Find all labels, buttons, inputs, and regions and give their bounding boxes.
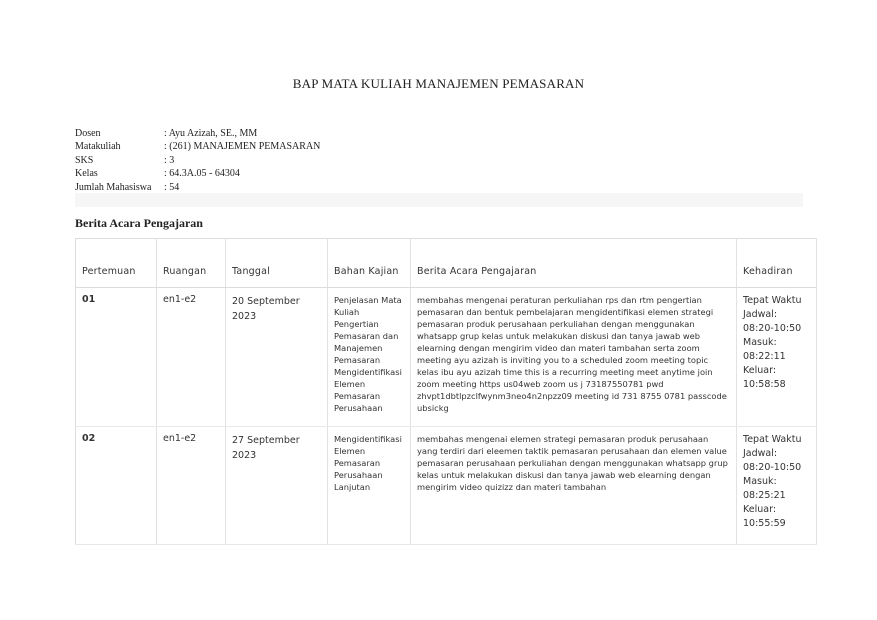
info-row-kelas <box>75 167 320 180</box>
info-value: : 64.3A.05 - 64304 <box>164 168 240 180</box>
masuk-label: Masuk: <box>743 476 777 487</box>
cell-ruangan: en1-e2 <box>157 427 226 545</box>
cell-kehadiran <box>737 288 817 427</box>
section-title: Berita Acara Pengajaran <box>75 216 203 230</box>
attendance-status: Tepat Waktu <box>743 434 802 445</box>
masuk-value: 08:22:11 <box>743 351 786 362</box>
divider-band <box>75 193 803 207</box>
info-value: : 3 <box>164 154 175 166</box>
keluar-label: Keluar: <box>743 365 777 376</box>
info-label: Matakuliah <box>75 141 121 153</box>
info-value: : Ayu Azizah, SE., MM <box>164 128 258 139</box>
cell-ruangan: en1-e2 <box>157 288 226 427</box>
header-tanggal: Tanggal <box>226 239 328 288</box>
keluar-value: 10:58:58 <box>743 379 786 390</box>
jadwal-label: Jadwal: <box>743 309 778 320</box>
attendance-status: Tepat Waktu <box>743 295 802 306</box>
cell-pertemuan: 01 <box>76 288 157 427</box>
header-bahan-kajian: Bahan Kajian <box>328 239 411 288</box>
cell-kehadiran <box>737 427 817 545</box>
jadwal-value: 08:20-10:50 <box>743 323 802 334</box>
cell-bahan-kajian: Mengidentifikasi Elemen Pemasaran Perusahaan Lanjutan <box>328 427 411 545</box>
header-berita-acara: Berita Acara Pengajaran <box>411 239 737 288</box>
jadwal-label: Jadwal: <box>743 448 778 459</box>
info-value: : (261) MANAJEMEN PEMASARAN <box>164 141 321 153</box>
header-ruangan: Ruangan <box>157 239 226 288</box>
info-row-matakuliah <box>75 140 320 153</box>
cell-berita-acara: membahas mengenai peraturan perkuliahan rps dan rtm pengertian pemasaran dan bentuk pembelajaran mengidentifikasi elemen strategi pemasaran produk perusahaan perkuliahan dengan menggunakan whatsapp grup kelas untuk melakukan diskusi dan tanya jawab web elearning dengan mengirim video dan materi tambahan serta zoom meeting ayu azizah is inviting you to a scheduled zoom meeting topic kelas ibu ayu azizah time this is a recurring meeting meet anytime join zoom meeting https us04web zoom us j 73187550781 pwd zhvpt1dbtlpzclfwynm3neo4n2npzz09 meeting id 731 8755 0781 passcode ubsickg <box>411 288 737 427</box>
header-pertemuan: Pertemuan <box>76 239 157 288</box>
keluar-value: 10:55:59 <box>743 518 786 529</box>
info-label: Kelas <box>75 168 98 180</box>
masuk-label: Masuk: <box>743 337 777 348</box>
cell-bahan-kajian: Penjelasan Mata Kuliah Pengertian Pemasaran dan Manajemen Pemasaran Mengidentifikasi Elemen Pemasaran Perusahaan <box>328 288 411 427</box>
header-kehadiran: Kehadiran <box>737 239 817 288</box>
cell-tanggal: 27 September 2023 <box>226 427 328 545</box>
info-row-sks <box>75 154 320 167</box>
table-header-row <box>76 239 817 288</box>
cell-pertemuan: 02 <box>76 427 157 545</box>
info-label: Dosen <box>75 128 101 139</box>
info-label: Jumlah Mahasiswa <box>75 181 152 193</box>
info-value: : 54 <box>164 181 180 193</box>
table-row <box>76 427 817 545</box>
cell-berita-acara: membahas mengenai elemen strategi pemasaran produk perusahaan yang terdiri dari eleemen taktik pemasaran perusahaan dan elemen value pemasaran perusahaan perkuliahan dengan menggunakan whatsapp grup kelas untuk melakukan diskusi dan tanya jawab web elearning dengan mengirim video quizizz dan materi tambahan <box>411 427 737 545</box>
info-label: SKS <box>75 154 94 166</box>
table-row <box>76 288 817 427</box>
keluar-label: Keluar: <box>743 504 777 515</box>
page-title: BAP MATA KULIAH MANAJEMEN PEMASARAN <box>292 76 585 91</box>
masuk-value: 08:25:21 <box>743 490 786 501</box>
cell-tanggal: 20 September 2023 <box>226 288 328 427</box>
info-row-dosen <box>75 127 320 140</box>
jadwal-value: 08:20-10:50 <box>743 462 802 473</box>
course-info <box>75 127 320 194</box>
bap-table <box>75 238 817 545</box>
